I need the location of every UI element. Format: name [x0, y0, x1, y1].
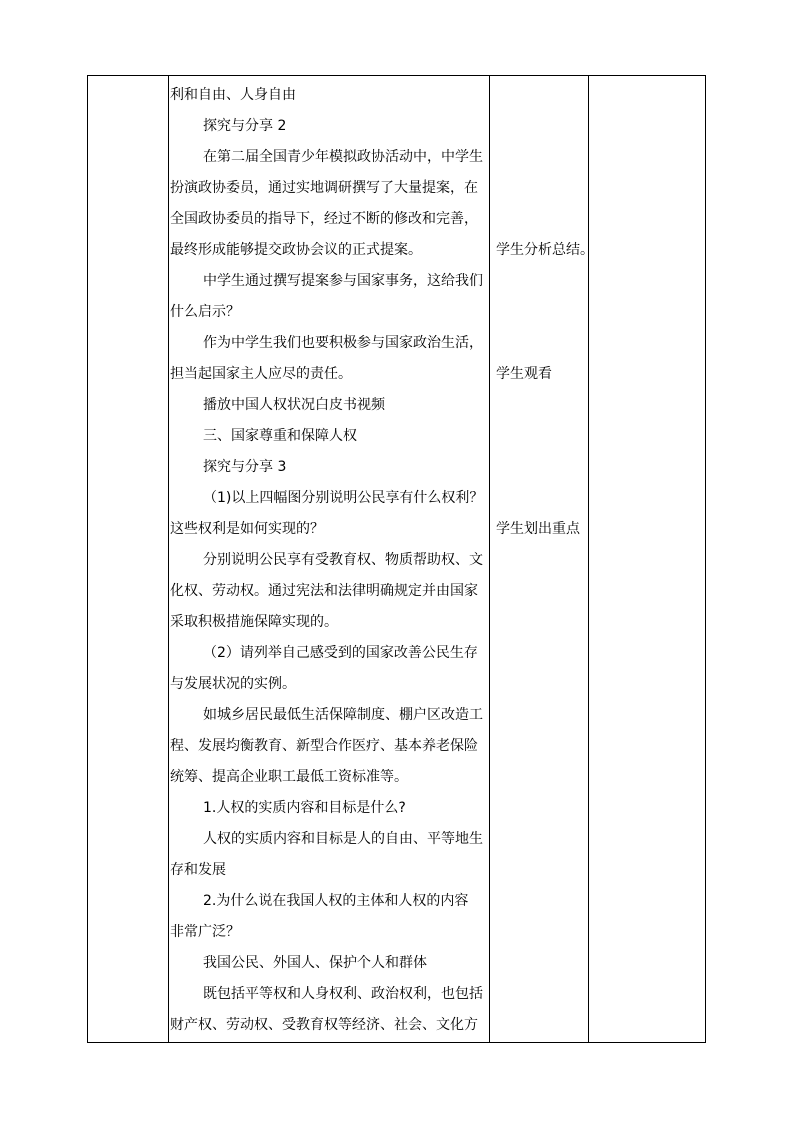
content-line: 中学生通过撰写提案参与国家事务，这给我们 [203, 273, 483, 289]
content-line: 2.为什么说在我国人权的主体和人权的内容 [203, 893, 469, 909]
content-line: （1)以上四幅图分别说明公民享有什么权利？ [203, 490, 484, 506]
content-line: 最终形成能够提交政协会议的正式提案。 [170, 242, 422, 258]
column-divider-2 [489, 76, 490, 1042]
teaching-content-column [170, 80, 488, 1041]
content-line: 财产权、劳动权、受教育权等经济、社会、文化方 [170, 1017, 478, 1033]
content-line: 既包括平等权和人身权利、政治权利，也包括 [203, 986, 483, 1002]
student-activity-note: 学生划出重点 [496, 521, 580, 537]
content-line: 播放中国人权状况白皮书视频 [203, 397, 385, 413]
content-line: 非常广泛？ [170, 924, 240, 940]
student-activity-note: 学生分析总结。 [496, 242, 594, 258]
column-divider-3 [588, 76, 589, 1042]
content-line: 1.人权的实质内容和目标是什么? [203, 800, 406, 816]
content-line: 扮演政协委员，通过实地调研撰写了大量提案，在 [170, 180, 478, 196]
content-line: 化权、劳动权。通过宪法和法律明确规定并由国家 [170, 583, 478, 599]
content-line: 采取积极措施保障实现的。 [170, 614, 338, 630]
content-line: 作为中学生我们也要积极参与国家政治生活， [203, 335, 483, 351]
content-line: 存和发展 [170, 862, 226, 878]
content-line: 如城乡居民最低生活保障制度、棚户区改造工 [203, 707, 483, 723]
content-line: 利和自由、人身自由 [170, 87, 296, 103]
content-line: 三、国家尊重和保障人权 [203, 428, 357, 444]
content-line: 与发展状况的实例。 [170, 676, 296, 692]
content-line: 程、发展均衡教育、新型合作医疗、基本养老保险 [170, 738, 478, 754]
content-line: （2）请列举自己感受到的国家改善公民生存 [203, 645, 478, 661]
content-line: 什么启示？ [170, 304, 240, 320]
content-line: 全国政协委员的指导下，经过不断的修改和完善， [170, 211, 478, 227]
content-line: 担当起国家主人应尽的责任。 [170, 366, 352, 382]
student-activity-note: 学生观看 [496, 366, 552, 382]
content-line: 这些权利是如何实现的？ [170, 521, 324, 537]
content-line: 人权的实质内容和目标是人的自由、平等地生 [203, 831, 483, 847]
content-line: 探究与分享 2 [203, 118, 287, 134]
column-divider-1 [168, 76, 169, 1042]
content-line: 探究与分享 3 [203, 459, 287, 475]
content-line: 分别说明公民享有受教育权、物质帮助权、文 [203, 552, 483, 568]
lesson-table [87, 75, 706, 1043]
content-line: 我国公民、外国人、保护个人和群体 [203, 955, 427, 971]
content-line: 在第二届全国青少年模拟政协活动中，中学生 [203, 149, 483, 165]
content-line: 统筹、提高企业职工最低工资标准等。 [170, 769, 408, 785]
